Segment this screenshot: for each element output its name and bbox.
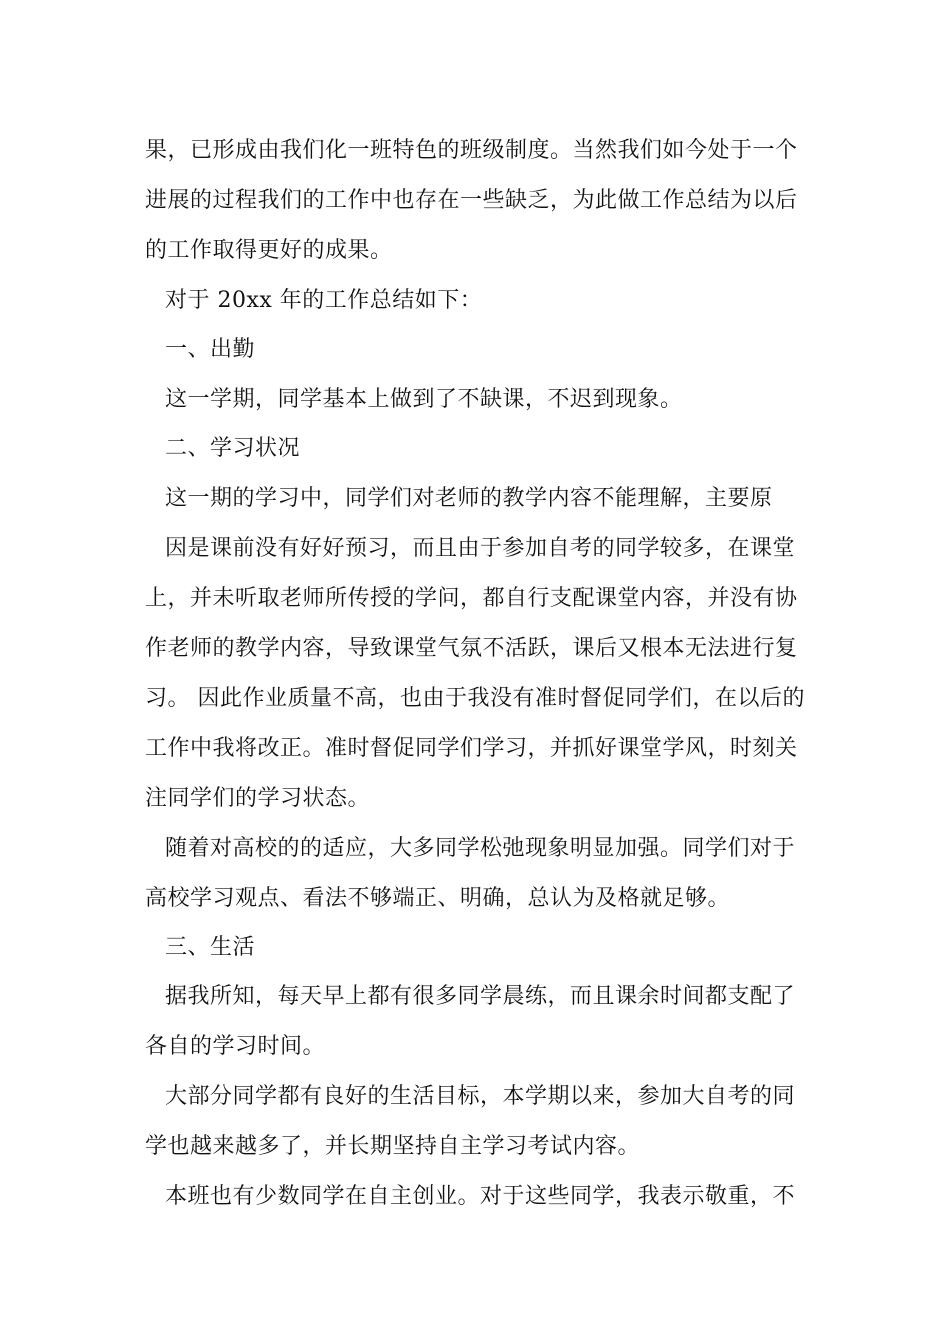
text-line: 这一期的学习中，同学们对老师的教学内容不能理解，主要原	[165, 486, 773, 511]
section-heading: 三、生活	[165, 935, 256, 960]
text-line: 本班也有少数同学在自主创业。对于这些同学，我表示敬重，不	[165, 1184, 796, 1209]
text-line: 各自的学习时间。	[145, 1034, 326, 1059]
section-heading: 一、出勤	[165, 337, 256, 362]
text-line: 习。 因此作业质量不高，也由于我没有准时督促同学们，在以后的	[145, 686, 805, 711]
text-line: 对于 20xx 年的工作总结如下：	[165, 288, 483, 313]
text-line: 的工作取得更好的成果。	[145, 238, 393, 263]
text-line: 因是课前没有好好预习，而且由于参加自考的同学较多，在课堂	[165, 536, 796, 561]
text-line: 果，已形成由我们化一班特色的班级制度。当然我们如今处于一个	[145, 138, 798, 163]
text-line: 高校学习观点、看法不够端正、明确，总认为及格就足够。	[145, 886, 731, 911]
text-line: 作老师的教学内容，导致课堂气氛不活跃，课后又根本无法进行复	[145, 636, 798, 661]
text-line: 进展的过程我们的工作中也存在一些缺乏，为此做工作总结为以后	[145, 188, 798, 213]
text-line: 大部分同学都有良好的生活目标，本学期以来，参加大自考的同	[165, 1084, 796, 1109]
text-line: 这一学期，同学基本上做到了不缺课，不迟到现象。	[165, 387, 683, 412]
text-line: 注同学们的学习状态。	[145, 786, 371, 811]
text-line: 随着对高校的的适应，大多同学松弛现象明显加强。同学们对于	[165, 836, 796, 861]
text-line: 工作中我将改正。准时督促同学们学习，并抓好课堂学风，时刻关	[145, 736, 798, 761]
text-line: 上，并未听取老师所传授的学问，都自行支配课堂内容，并没有协	[145, 586, 798, 611]
text-line: 据我所知，每天早上都有很多同学晨练，而且课余时间都支配了	[165, 984, 796, 1009]
section-heading: 二、学习状况	[165, 436, 301, 461]
text-line: 学也越来越多了，并长期坚持自主学习考试内容。	[145, 1134, 641, 1159]
